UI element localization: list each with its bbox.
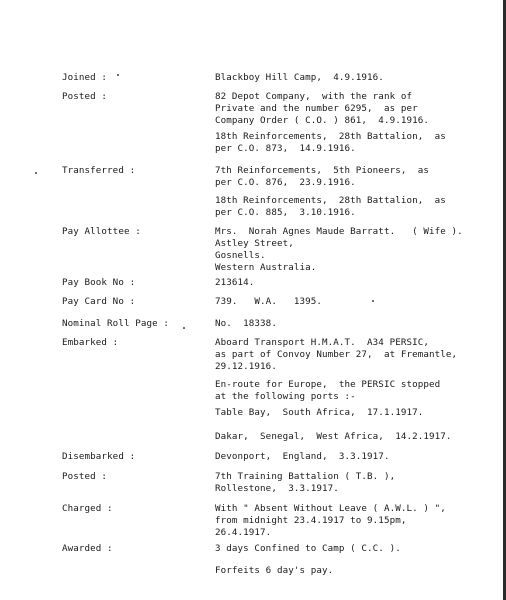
entry-label: Pay Card No : <box>62 296 136 307</box>
entry-value-line: Company Order ( C.O. ) 861, 4.9.1916. <box>215 115 429 126</box>
entry-value <box>215 91 500 127</box>
entry-value-line: Mrs. Norah Agnes Maude Barratt. ( Wife ). <box>215 226 463 237</box>
entry-label: Transferred : <box>62 165 136 176</box>
entry-value <box>215 195 500 219</box>
entry-value-line: 7th Reinforcements, 5th Pioneers, as <box>215 165 429 176</box>
entry-value-line: Aboard Transport H.M.A.T. A34 PERSIC, <box>215 337 429 348</box>
entry-label: Pay Book No : <box>62 277 136 288</box>
entry-label: Pay Allottee : <box>62 226 141 237</box>
entry-value <box>215 565 500 577</box>
entry-value <box>215 471 500 495</box>
entry-value-line: per C.O. 885, 3.10.1916. <box>215 207 356 218</box>
entry-value-line: Gosnells. <box>215 250 266 261</box>
entry-value <box>215 131 500 155</box>
entry-value-line: per C.O. 873, 14.9.1916. <box>215 143 356 154</box>
entry-value-line: Private and the number 6295, as per <box>215 103 418 114</box>
entry-label: Joined : <box>62 72 108 83</box>
entry-value-line: Western Australia. <box>215 262 317 273</box>
scan-speck <box>117 74 119 76</box>
entry-value-line: Blackboy Hill Camp, 4.9.1916. <box>215 72 384 83</box>
entry-value <box>215 318 500 330</box>
entry-value-line: Devonport, England, 3.3.1917. <box>215 451 390 462</box>
entry-value-line: per C.O. 876, 23.9.1916. <box>215 177 356 188</box>
entry-value <box>215 296 500 308</box>
entry-value-line: 213614. <box>215 277 255 288</box>
entry-value-line: Table Bay, South Africa, 17.1.1917. <box>215 407 424 418</box>
entry-label: Disembarked : <box>62 451 136 462</box>
entry-value <box>215 277 500 289</box>
entry-value <box>215 503 500 539</box>
entry-value-line: With " Absent Without Leave ( A.W.L. ) ", <box>215 503 446 514</box>
entry-value-line: Astley Street, <box>215 238 294 249</box>
entry-value <box>215 407 500 419</box>
entry-label: Posted : <box>62 471 108 482</box>
entry-value <box>215 543 500 555</box>
entry-label: Embarked : <box>62 337 119 348</box>
entry-value <box>215 72 500 84</box>
scan-speck <box>183 327 185 329</box>
entry-value-line: Forfeits 6 day's pay. <box>215 565 334 576</box>
entry-label: Nominal Roll Page : <box>62 318 169 329</box>
entry-value-line: 26.4.1917. <box>215 527 272 538</box>
entry-label: Posted : <box>62 91 108 102</box>
entry-value-line: 18th Reinforcements, 28th Battalion, as <box>215 131 446 142</box>
entry-value-line: 18th Reinforcements, 28th Battalion, as <box>215 195 446 206</box>
entry-value <box>215 226 500 274</box>
entry-value-line: 29.12.1916. <box>215 361 277 372</box>
entry-value-line: from midnight 23.4.1917 to 9.15pm, <box>215 515 407 526</box>
entry-value-line: 3 days Confined to Camp ( C.C. ). <box>215 543 401 554</box>
entry-value <box>215 165 500 189</box>
entry-value-line: 739. W.A. 1395. <box>215 296 322 307</box>
entry-value <box>215 451 500 463</box>
entry-value-line: En-route for Europe, the PERSIC stopped <box>215 379 441 390</box>
entry-value-line: at the following ports :- <box>215 391 356 402</box>
entry-value <box>215 337 500 373</box>
entry-value <box>215 379 500 403</box>
entry-value-line: as part of Convoy Number 27, at Fremantle, <box>215 349 458 360</box>
scan-speck <box>35 172 37 174</box>
entry-value-line: Rollestone, 3.3.1917. <box>215 483 339 494</box>
entry-value-line: 82 Depot Company, with the rank of <box>215 91 413 102</box>
entry-value-line: No. 18338. <box>215 318 277 329</box>
entry-value <box>215 431 500 443</box>
entry-value-line: Dakar, Senegal, West Africa, 14.2.1917. <box>215 431 452 442</box>
entry-label: Awarded : <box>62 543 113 554</box>
entry-label: Charged : <box>62 503 113 514</box>
entry-value-line: 7th Training Battalion ( T.B. ), <box>215 471 396 482</box>
